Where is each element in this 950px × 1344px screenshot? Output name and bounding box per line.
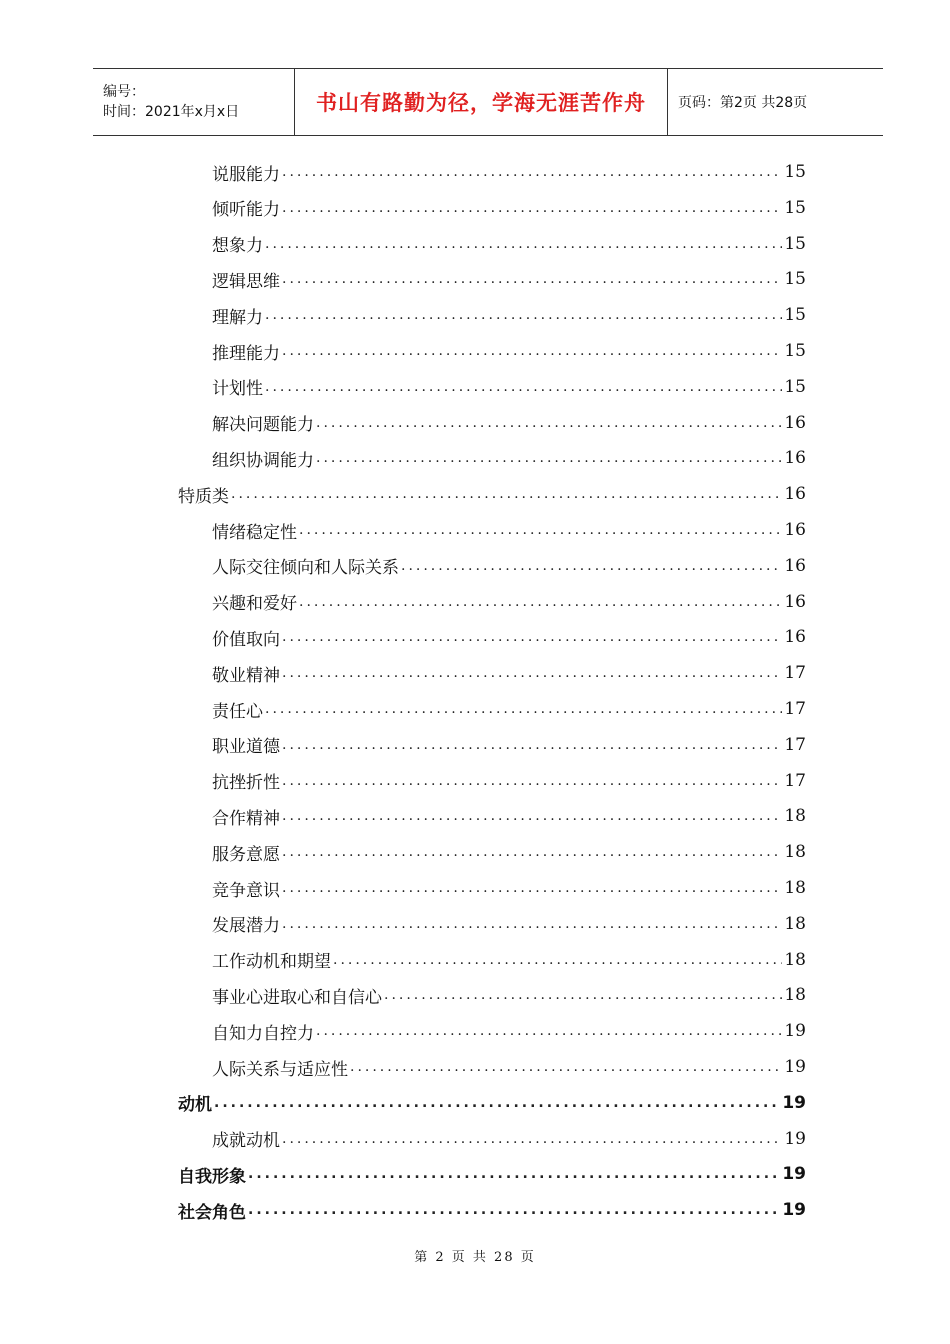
toc-dot-leader bbox=[282, 1131, 782, 1147]
toc-entry-page-number: 19 bbox=[782, 1092, 806, 1113]
toc-entry[interactable] bbox=[212, 691, 806, 727]
toc-dot-leader bbox=[401, 558, 782, 574]
toc-dot-leader bbox=[282, 773, 782, 789]
toc-entry[interactable] bbox=[212, 655, 806, 691]
toc-entry-label: 逻辑思维 bbox=[212, 271, 280, 292]
toc-entry-label: 合作精神 bbox=[212, 808, 280, 829]
toc-entry-label: 发展潜力 bbox=[212, 916, 280, 937]
toc-dot-leader bbox=[316, 450, 782, 466]
toc-dot-leader bbox=[282, 200, 782, 216]
toc-entry-page-number: 16 bbox=[784, 412, 806, 433]
toc-entry-page-number: 15 bbox=[784, 341, 806, 361]
toc-entry-label: 计划性 bbox=[212, 379, 263, 400]
toc-entry-label: 倾听能力 bbox=[212, 200, 280, 221]
toc-entry-page-number: 16 bbox=[784, 484, 806, 505]
toc-entry-page-number: 15 bbox=[784, 197, 806, 218]
header-meta bbox=[93, 69, 295, 135]
toc-dot-leader bbox=[333, 952, 782, 968]
toc-dot-leader bbox=[265, 701, 782, 717]
toc-entry[interactable] bbox=[178, 1085, 806, 1121]
toc-entry[interactable] bbox=[212, 619, 806, 655]
toc-entry[interactable] bbox=[212, 226, 806, 262]
toc-entry[interactable] bbox=[212, 333, 806, 369]
header-page-info-cell bbox=[668, 69, 883, 135]
toc-entry-page-number: 17 bbox=[784, 699, 806, 719]
toc-entry-label: 自知力自控力 bbox=[212, 1023, 314, 1044]
toc-entry[interactable] bbox=[178, 1192, 806, 1228]
toc-dot-leader bbox=[299, 522, 782, 538]
toc-entry-label: 社会角色 bbox=[178, 1202, 246, 1223]
toc-entry[interactable] bbox=[212, 548, 806, 584]
toc-entry-page-number: 19 bbox=[782, 1164, 806, 1185]
toc-dot-leader bbox=[282, 880, 782, 896]
toc-entry[interactable] bbox=[212, 190, 806, 226]
toc-entry-label: 解决问题能力 bbox=[212, 415, 314, 436]
toc-entry-label: 特质类 bbox=[178, 486, 229, 507]
document-time-label: 时间：2021年x月x日 bbox=[103, 104, 240, 120]
toc-dot-leader bbox=[384, 987, 782, 1003]
toc-dot-leader bbox=[282, 271, 782, 287]
header-page-info: 页码：第2页 共28页 bbox=[678, 95, 808, 111]
toc-entry-label: 推理能力 bbox=[212, 343, 280, 364]
toc-dot-leader bbox=[282, 629, 782, 645]
toc-entry-page-number: 15 bbox=[784, 233, 806, 254]
toc-entry-label: 组织协调能力 bbox=[212, 450, 314, 471]
toc-entry[interactable] bbox=[212, 763, 806, 799]
toc-dot-leader bbox=[265, 307, 782, 323]
toc-entry-label: 成就动机 bbox=[212, 1131, 280, 1152]
toc-entry-page-number: 18 bbox=[784, 913, 806, 934]
toc-entry-page-number: 17 bbox=[784, 770, 806, 791]
toc-entry[interactable] bbox=[212, 512, 806, 548]
toc-entry-page-number: 16 bbox=[784, 555, 806, 576]
toc-dot-leader bbox=[282, 916, 782, 932]
toc-dot-leader bbox=[350, 1059, 782, 1075]
toc-entry-page-number: 15 bbox=[784, 162, 806, 182]
toc-entry-label: 工作动机和期望 bbox=[212, 952, 331, 973]
toc-dot-leader bbox=[316, 1023, 782, 1039]
toc-dot-leader bbox=[282, 164, 782, 180]
toc-entry-page-number: 18 bbox=[784, 949, 806, 970]
toc-entry[interactable] bbox=[212, 154, 806, 190]
toc-entry[interactable] bbox=[178, 476, 806, 512]
toc-entry-page-number: 19 bbox=[782, 1200, 806, 1221]
toc-entry[interactable] bbox=[212, 261, 806, 297]
toc-dot-leader bbox=[299, 594, 782, 610]
page-header bbox=[93, 68, 883, 136]
toc-dot-leader bbox=[214, 1095, 780, 1111]
toc-entry-page-number: 19 bbox=[784, 1057, 806, 1077]
toc-entry-page-number: 16 bbox=[784, 520, 806, 540]
toc-dot-leader bbox=[282, 665, 782, 681]
toc-entry-label: 抗挫折性 bbox=[212, 773, 280, 794]
toc-dot-leader bbox=[231, 486, 782, 502]
toc-entry-label: 服务意愿 bbox=[212, 844, 280, 865]
toc-entry-page-number: 19 bbox=[784, 1021, 806, 1042]
toc-entry-page-number: 17 bbox=[784, 663, 806, 684]
toc-entry-label: 兴趣和爱好 bbox=[212, 594, 297, 615]
toc-entry-page-number: 18 bbox=[784, 842, 806, 863]
toc-dot-leader bbox=[248, 1166, 780, 1182]
toc-entry-label: 想象力 bbox=[212, 236, 263, 257]
toc-entry[interactable] bbox=[212, 870, 806, 906]
page-footer: 第 2 页 共 28 页 bbox=[414, 1250, 536, 1265]
toc-entry[interactable] bbox=[212, 942, 806, 978]
toc-entry[interactable] bbox=[212, 977, 806, 1013]
toc-entry[interactable] bbox=[212, 440, 806, 476]
header-motto: 书山有路勤为径，学海无涯苦作舟 bbox=[316, 91, 646, 115]
toc-entry-page-number: 15 bbox=[784, 269, 806, 290]
toc-entry-label: 事业心进取心和自信心 bbox=[212, 987, 382, 1008]
toc-entry-page-number: 16 bbox=[784, 591, 806, 612]
toc-entry[interactable] bbox=[212, 405, 806, 441]
toc-entry-label: 自我形象 bbox=[178, 1166, 246, 1187]
toc-dot-leader bbox=[248, 1202, 780, 1218]
toc-entry-page-number: 15 bbox=[784, 305, 806, 326]
toc-entry-page-number: 16 bbox=[784, 448, 806, 469]
toc-entry-label: 敬业精神 bbox=[212, 665, 280, 686]
toc-entry-label: 动机 bbox=[178, 1095, 212, 1116]
toc-dot-leader bbox=[282, 808, 782, 824]
document-number-label: 编号： bbox=[103, 84, 145, 100]
toc-entry-label: 人际交往倾向和人际关系 bbox=[212, 558, 399, 579]
toc-dot-leader bbox=[282, 737, 782, 753]
toc-entry-label: 职业道德 bbox=[212, 737, 280, 758]
toc-dot-leader bbox=[265, 379, 782, 395]
toc-entry[interactable] bbox=[178, 1156, 806, 1192]
toc-entry[interactable] bbox=[212, 1049, 806, 1085]
toc-entry-label: 情绪稳定性 bbox=[212, 522, 297, 543]
toc-entry-label: 价值取向 bbox=[212, 629, 280, 650]
toc-entry[interactable] bbox=[212, 369, 806, 405]
toc-entry-label: 竞争意识 bbox=[212, 880, 280, 901]
toc-entry[interactable] bbox=[212, 1121, 806, 1157]
header-motto-cell bbox=[295, 69, 668, 135]
toc-entry[interactable] bbox=[212, 906, 806, 942]
toc-dot-leader bbox=[282, 844, 782, 860]
toc-entry[interactable] bbox=[212, 1013, 806, 1049]
toc-entry[interactable] bbox=[212, 584, 806, 620]
toc-entry-label: 说服能力 bbox=[212, 164, 280, 185]
toc-entry-page-number: 18 bbox=[784, 806, 806, 827]
toc-dot-leader bbox=[316, 415, 782, 431]
toc-dot-leader bbox=[282, 343, 782, 359]
toc-entry-label: 人际关系与适应性 bbox=[212, 1059, 348, 1080]
toc-entry-page-number: 16 bbox=[784, 627, 806, 648]
toc-entry-page-number: 18 bbox=[784, 878, 806, 898]
toc-entry-page-number: 19 bbox=[784, 1128, 806, 1149]
toc-entry-page-number: 15 bbox=[784, 376, 806, 397]
toc-entry-page-number: 18 bbox=[784, 985, 806, 1006]
toc-entry[interactable] bbox=[212, 834, 806, 870]
toc-entry[interactable] bbox=[212, 297, 806, 333]
toc-entry[interactable] bbox=[212, 798, 806, 834]
toc-entry-label: 责任心 bbox=[212, 701, 263, 722]
toc-dot-leader bbox=[265, 236, 782, 252]
toc-entry-page-number: 17 bbox=[784, 734, 806, 755]
toc-entry[interactable] bbox=[212, 727, 806, 763]
toc-entry-label: 理解力 bbox=[212, 307, 263, 328]
